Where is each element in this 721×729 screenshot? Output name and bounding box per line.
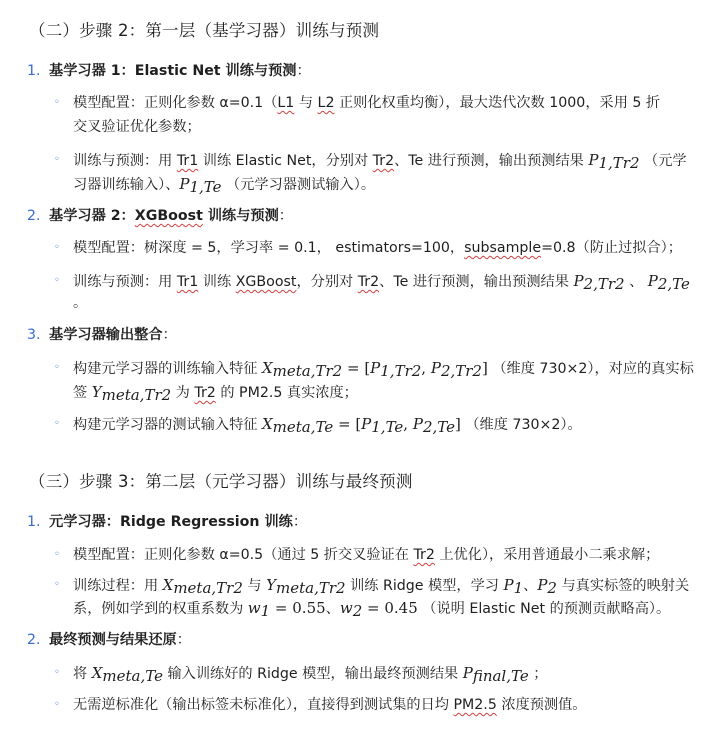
bullet-text: 构建元学习器的测试输入特征 $X_{meta,Te} = [P_{1,Te}$, $P_{2,Te}$] （维度 730×2）。 <box>73 415 582 436</box>
section-heading-step2: （二）步骤 2：第一层（基学习器）训练与预测 <box>29 21 380 40</box>
bullet-marker: ◦ <box>54 418 60 429</box>
bullet-text: 构建元学习器的训练输入特征 $X_{meta,Tr2} = [P_{1,Tr2}$, $P_{2,Tr2}$] （维度 730×2），对应的真实标 <box>73 359 694 380</box>
item-title: 最终预测与结果还原： <box>49 632 191 648</box>
bullet-text-cont: 。 <box>73 295 88 311</box>
list-number: 1. <box>27 514 41 530</box>
bullet-text: 模型配置：正则化参数 α=0.1（L1 与 L2 正则化权重均衡），最大迭代次数 1000，采用 5 折 <box>73 95 661 111</box>
bullet-text-cont: 签 $Y_{meta,Tr2}$ 为 Tr2 的 PM2.5 真实浓度； <box>73 383 358 404</box>
bullet-marker: ◦ <box>54 667 60 678</box>
bullet-text-cont: 习器训练输入）、$P_{1,Te}$ （元学习器测试输入）。 <box>73 175 376 196</box>
bullet-text-cont: 交叉验证优化参数； <box>73 119 201 135</box>
bullet-text: 模型配置：正则化参数 α=0.5（通过 5 折交叉验证在 Tr2 上优化），采用普通最小二乘求解； <box>73 547 660 563</box>
bullet-text: 将 $X_{meta,Te}$ 输入训练好的 Ridge 模型，输出最终预测结果 $P_{final,Te}$ ； <box>73 664 548 685</box>
bullet-marker: ◦ <box>54 97 60 108</box>
bullet-marker: ◦ <box>54 362 60 373</box>
item-title: 元学习器：Ridge Regression 训练： <box>49 514 308 530</box>
bullet-marker: ◦ <box>54 242 60 253</box>
bullet-text: 模型配置：树深度 = 5，学习率 = 0.1， estimators=100，subsample=0.8（防止过拟合）； <box>73 240 682 256</box>
bullet-text-cont: 系，例如学到的权重系数为 $w_1 = 0.55$、$w_2 = 0.45$ （说明 Elastic Net 的预测贡献略高）。 <box>73 599 671 620</box>
list-number: 2. <box>27 208 41 224</box>
section-heading-step3: （三）步骤 3：第二层（元学习器）训练与最终预测 <box>29 472 413 491</box>
item-title: 基学习器 2：XGBoost 训练与预测： <box>49 208 293 224</box>
list-number: 3. <box>27 327 41 343</box>
bullet-marker: ◦ <box>54 579 60 590</box>
bullet-marker: ◦ <box>54 699 60 710</box>
bullet-marker: ◦ <box>54 275 60 286</box>
item-title: 基学习器输出整合： <box>49 327 177 343</box>
bullet-text: 训练过程：用 $X_{meta,Tr2}$ 与 $Y_{meta,Tr2}$ 训练 Ridge 模型，学习 $P_1$、$P_2$ 与真实标签的映射关 <box>73 576 690 597</box>
bullet-text: 训练与预测：用 Tr1 训练 XGBoost，分别对 Tr2、Te 进行预测，输出预测结果 $P_{2,Tr2}$ 、 $P_{2,Te}$ <box>73 272 690 293</box>
bullet-text: 无需逆标准化（输出标签未标准化），直接得到测试集的日均 PM2.5 浓度预测值。 <box>73 697 587 713</box>
item-title: 基学习器 1：Elastic Net 训练与预测： <box>49 63 311 79</box>
list-number: 1. <box>27 63 41 79</box>
bullet-marker: ◦ <box>54 154 60 165</box>
list-number: 2. <box>27 632 41 648</box>
bullet-marker: ◦ <box>54 549 60 560</box>
bullet-text: 训练与预测：用 Tr1 训练 Elastic Net，分别对 Tr2、Te 进行预测，输出预测结果 $P_{1,Tr2}$ （元学 <box>73 151 687 172</box>
